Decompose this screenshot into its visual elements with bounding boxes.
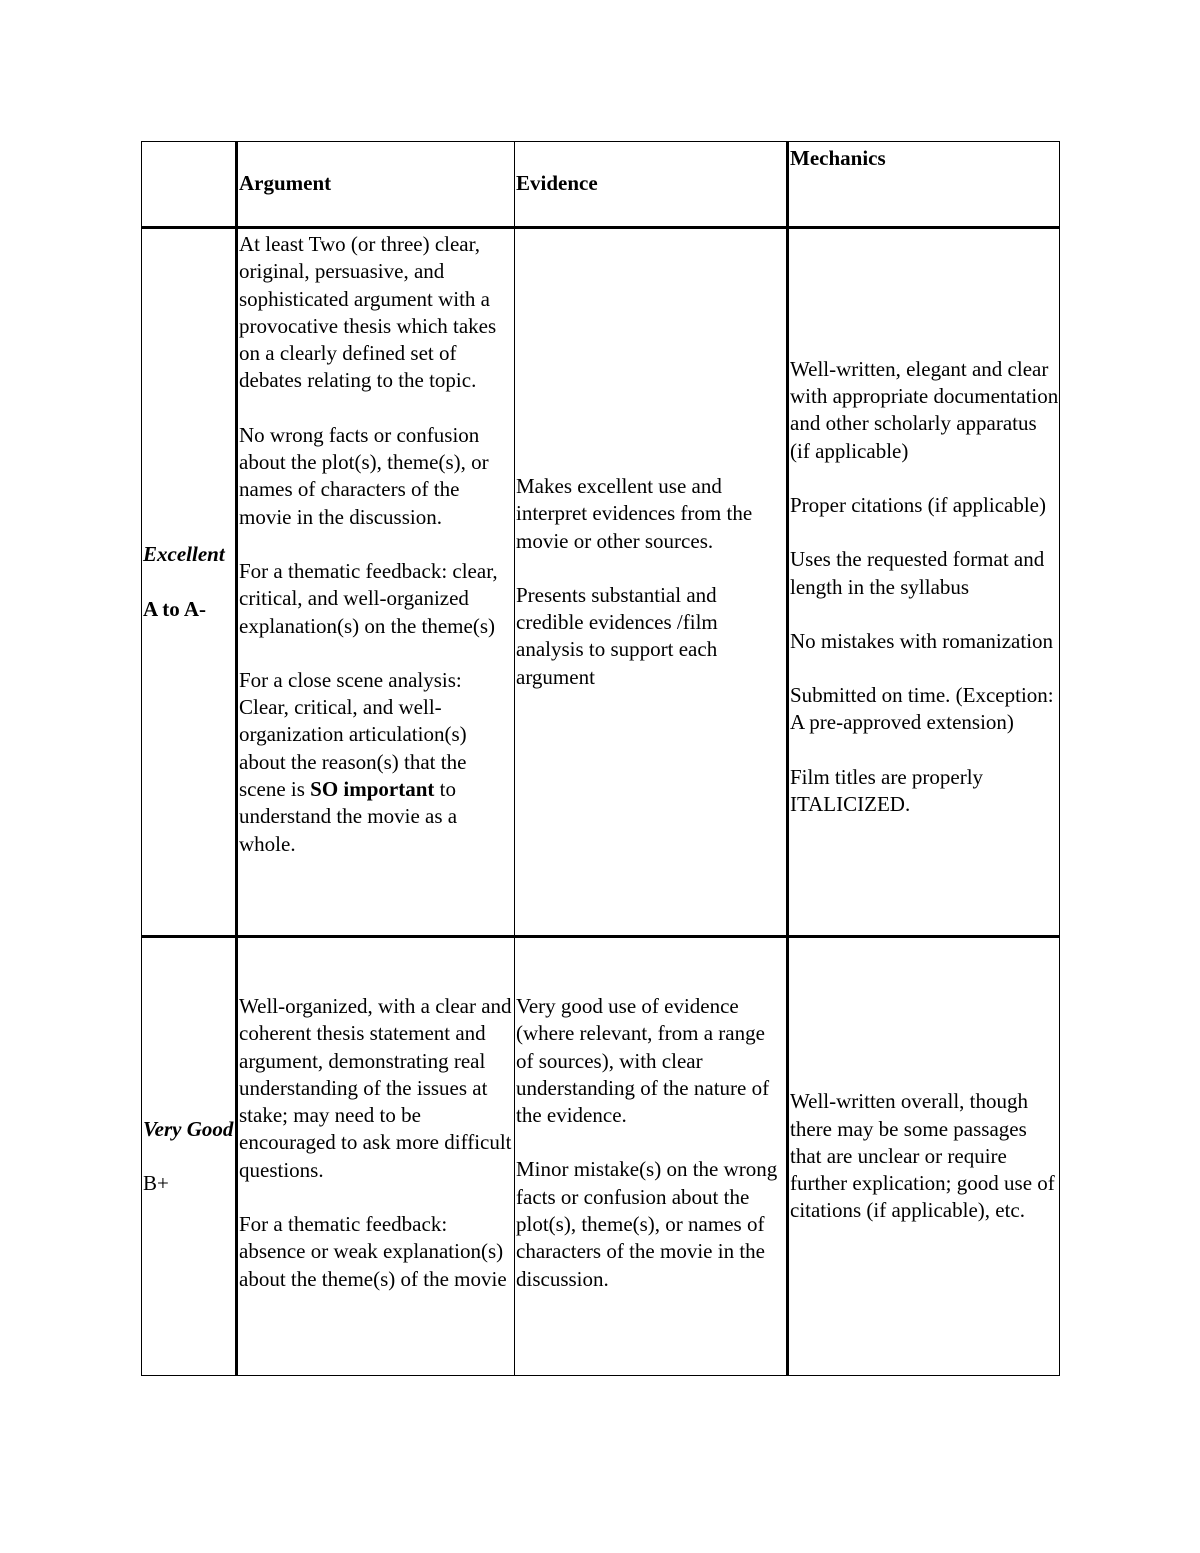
argument-text bbox=[239, 667, 514, 858]
argument-cell-very-good bbox=[237, 937, 515, 1376]
evidence-text: Very good use of evidence (where relevant, from a range of sources), with clear understanding of the nature of the evidence. bbox=[516, 994, 770, 1128]
argument-emphasis: SO important bbox=[310, 777, 435, 802]
evidence-text: Minor mistake(s) on the wrong facts or confusion about the plot(s), theme(s), or names of characters of the movie in the discussion. bbox=[516, 1157, 778, 1291]
evidence-cell-very-good bbox=[515, 937, 788, 1376]
mechanics-text: Submitted on time. (Exception: A pre-approved extension) bbox=[790, 683, 1054, 735]
mechanics-text: No mistakes with romanization bbox=[790, 628, 1054, 653]
argument-text: At least Two (or three) clear, original, persuasive, and sophisticated argument with a provocative thesis which takes on a clearly defined set of debates relating to the topic. bbox=[239, 232, 497, 393]
mechanics-text: Well-written, elegant and clear with appropriate documentation and other scholarly apparatus (if applicable) bbox=[790, 356, 1059, 463]
mechanics-header: Mechanics bbox=[790, 146, 886, 170]
argument-text: For a thematic feedback: clear, critical, and well-organized explanation(s) on the theme(s) bbox=[239, 558, 498, 638]
header-evidence-cell bbox=[515, 142, 788, 228]
level-range: A to A- bbox=[143, 596, 206, 621]
rubric-row-excellent bbox=[142, 228, 1060, 937]
rubric-header-row bbox=[142, 142, 1060, 228]
level-cell-very-good bbox=[142, 937, 237, 1376]
mechanics-text: Film titles are properly ITALICIZED. bbox=[790, 764, 984, 816]
mechanics-cell-very-good bbox=[788, 937, 1060, 1376]
mechanics-text: Well-written overall, though there may be some passages that are unclear or require further explication; good use of citations (if applicable), etc. bbox=[790, 1089, 1055, 1223]
argument-text: No wrong facts or confusion about the plot(s), theme(s), or names of characters of the movie in the discussion. bbox=[239, 422, 489, 529]
evidence-cell-excellent bbox=[515, 228, 788, 937]
evidence-text: Makes excellent use and interpret evidences from the movie or other sources. bbox=[516, 473, 753, 553]
level-range: B+ bbox=[143, 1171, 169, 1195]
header-mechanics-cell bbox=[788, 142, 1060, 228]
level-cell-excellent bbox=[142, 228, 237, 937]
grading-rubric-table bbox=[141, 141, 1060, 1376]
level-name: Excellent bbox=[143, 542, 225, 567]
evidence-header: Evidence bbox=[516, 171, 598, 196]
argument-text-part: to understand the movie as a whole. bbox=[239, 777, 458, 856]
header-corner-cell bbox=[142, 142, 237, 228]
argument-cell-excellent bbox=[237, 228, 515, 937]
mechanics-cell-excellent bbox=[788, 228, 1060, 937]
evidence-text: Presents substantial and credible evidences /film analysis to support each argument bbox=[516, 582, 718, 689]
mechanics-text: Uses the requested format and length in the syllabus bbox=[790, 547, 1045, 599]
mechanics-text: Proper citations (if applicable) bbox=[790, 492, 1046, 517]
header-argument-cell bbox=[237, 142, 515, 228]
argument-text: For a thematic feedback: absence or weak explanation(s) about the theme(s) of the movie bbox=[239, 1212, 507, 1291]
argument-header: Argument bbox=[239, 171, 332, 196]
rubric-row-very-good bbox=[142, 937, 1060, 1376]
level-name: Very Good bbox=[143, 1116, 234, 1141]
argument-text-part: For a close scene analysis: Clear, critical, and well-organization articulation(s) about the reason(s) that the scene is bbox=[239, 667, 467, 802]
argument-text: Well-organized, with a clear and coherent thesis statement and argument, demonstrating real understanding of the issues at stake; may need to be encouraged to ask more difficult questions. bbox=[239, 994, 512, 1182]
